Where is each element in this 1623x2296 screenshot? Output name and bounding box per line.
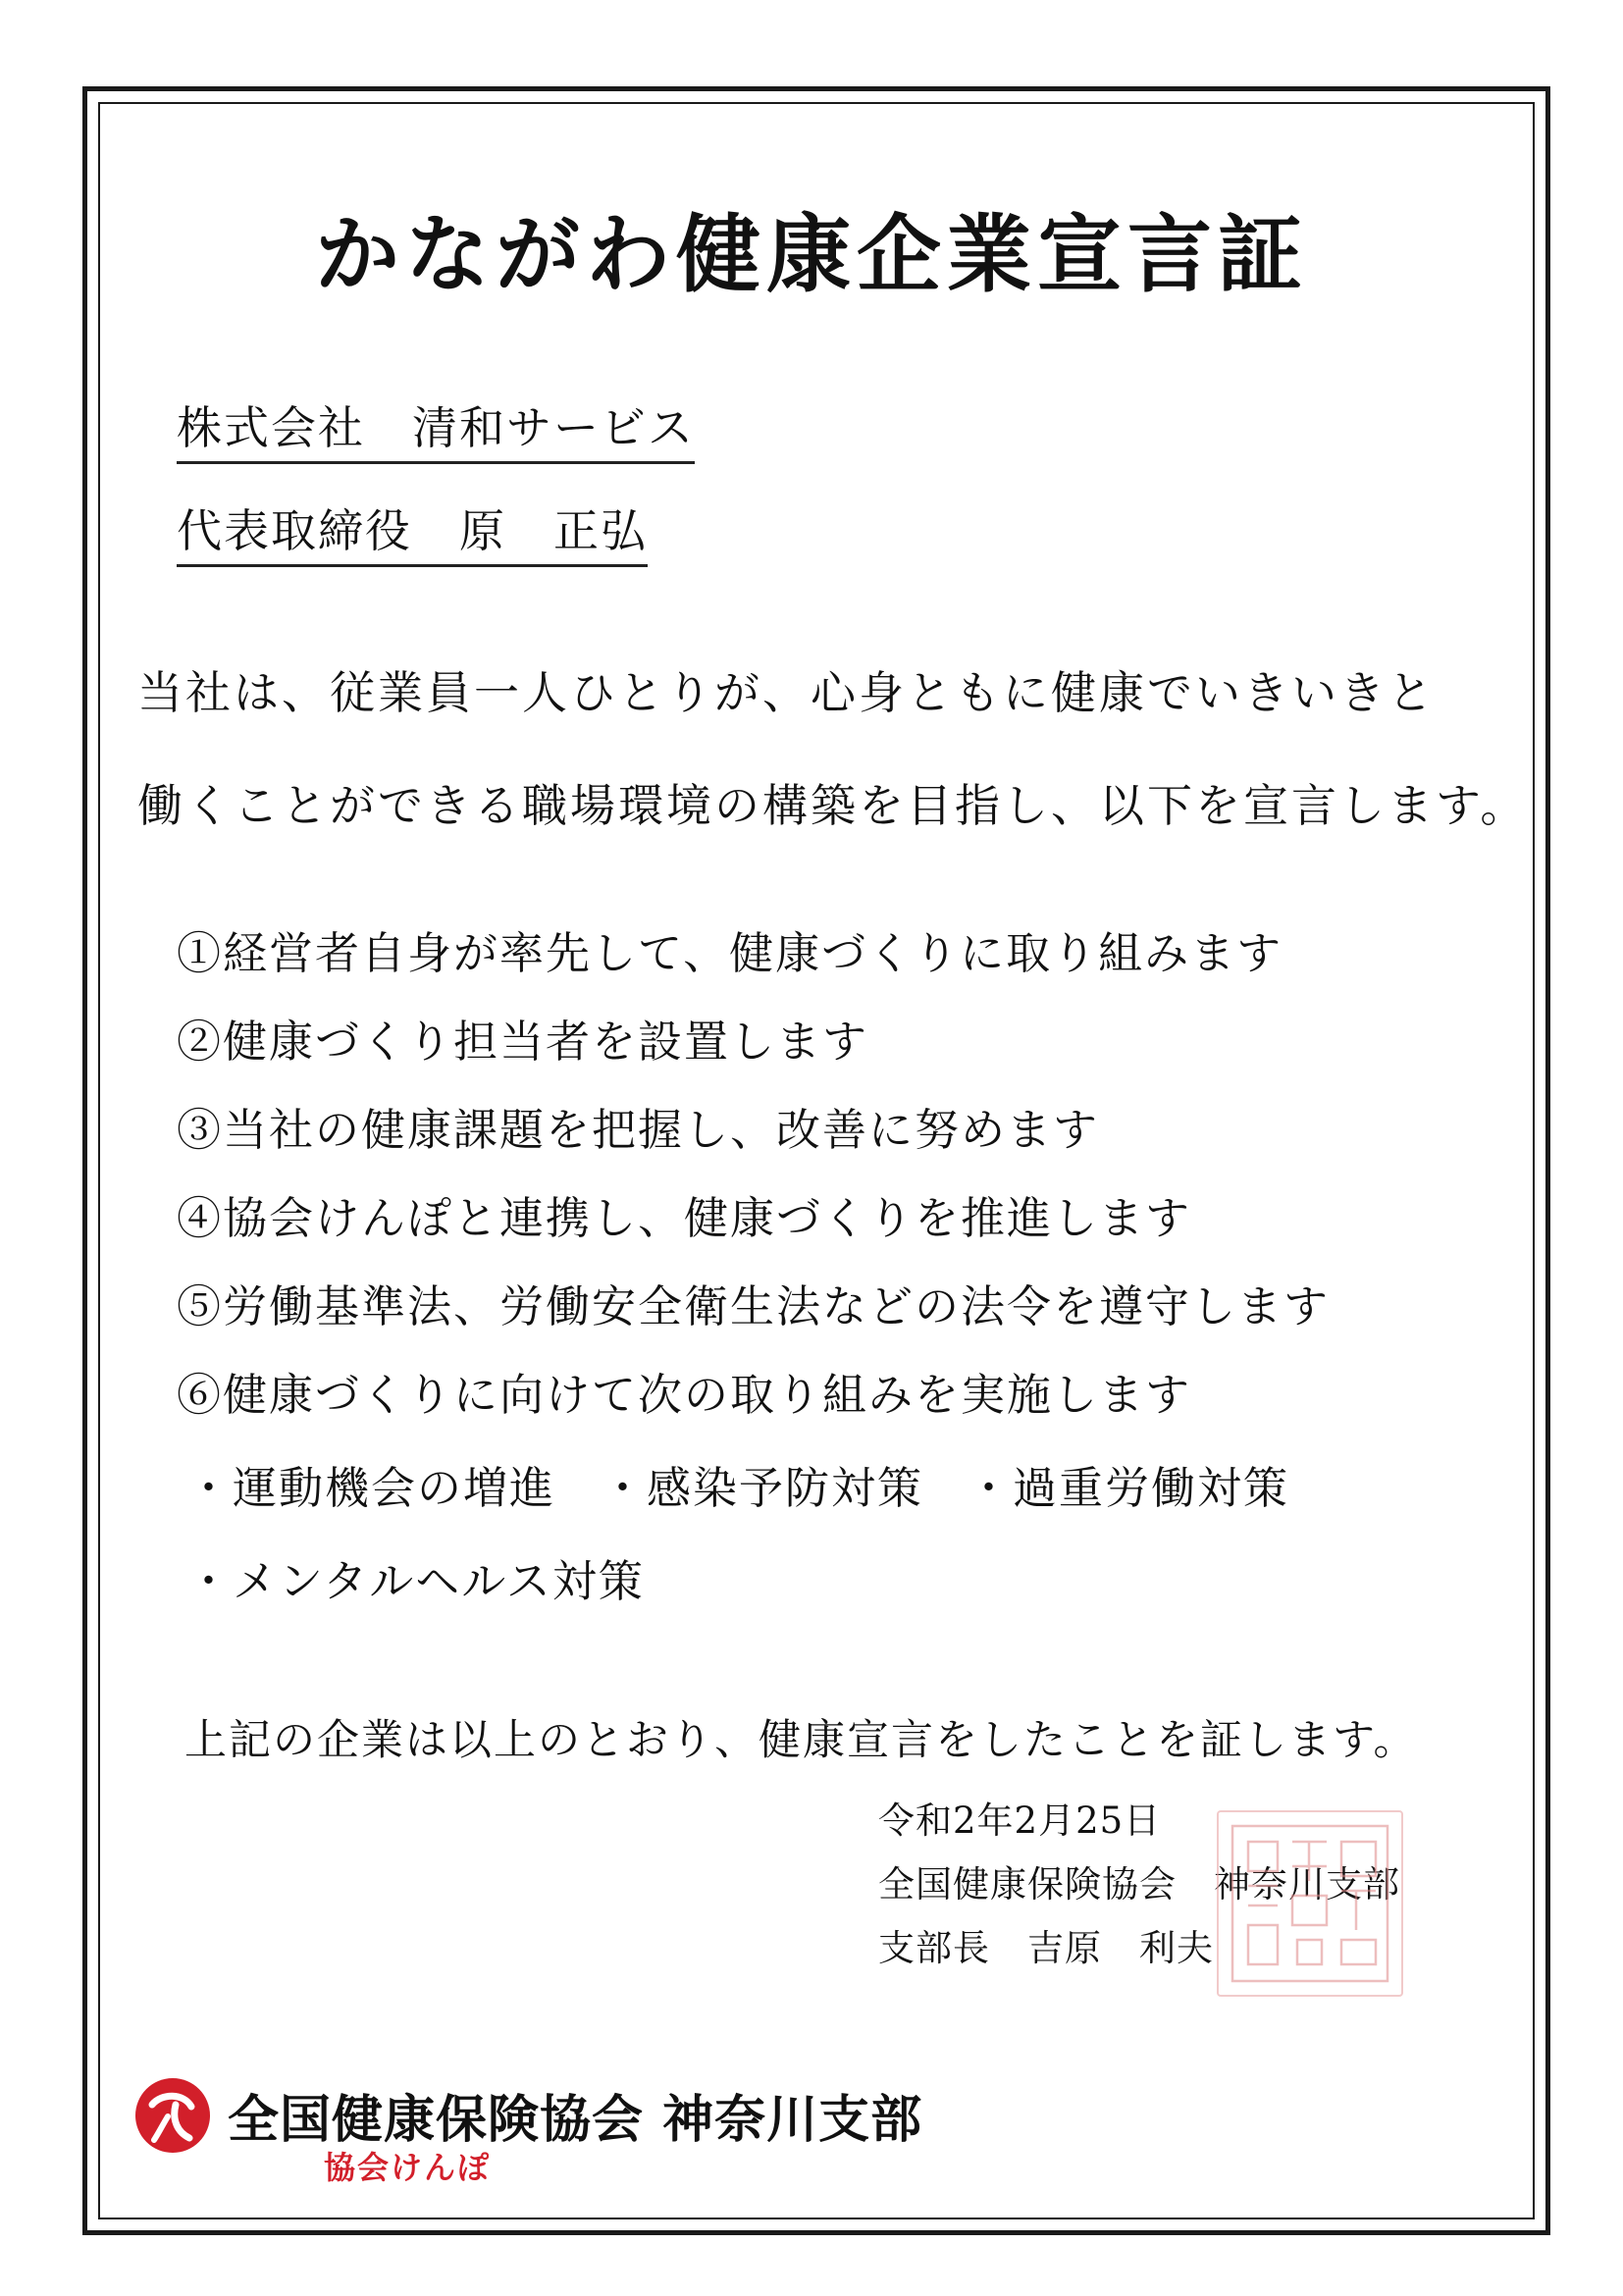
declaration-item-1: ①経営者自身が率先して、健康づくりに取り組みます bbox=[177, 927, 1283, 979]
official-seal-stamp bbox=[1217, 1810, 1403, 1997]
initiative-item: ・感染予防対策 bbox=[601, 1462, 924, 1514]
declaration-item-3: ③当社の健康課題を把握し、改善に努めます bbox=[177, 1104, 1100, 1156]
declaration-line-2: 働くことができる職場環境の構築を目指し、以下を宣言します。 bbox=[137, 779, 1529, 832]
company-name: 株式会社 清和サービス bbox=[177, 392, 695, 464]
declaration-item-2: ②健康づくり担当者を設置します bbox=[177, 1016, 869, 1068]
declaration-item-6: ⑥健康づくりに向けて次の取り組みを実施します bbox=[177, 1369, 1192, 1421]
issuing-organization: 全国健康保険協会 神奈川支部 bbox=[878, 1863, 1400, 1905]
declaration-item-4: ④協会けんぽと連携し、健康づくりを推進します bbox=[177, 1192, 1192, 1244]
footer-organization-name: 全国健康保険協会 神奈川支部 bbox=[228, 2091, 923, 2150]
issuing-official: 支部長 吉原 利夫 bbox=[878, 1927, 1214, 1969]
kyokai-kenpo-logo-icon bbox=[132, 2075, 213, 2156]
issue-date: 令和2年2月25日 bbox=[878, 1800, 1162, 1842]
declaration-line-1: 当社は、従業員一人ひとりが、心身ともに健康でいきいきと bbox=[137, 666, 1436, 719]
initiative-item: ・メンタルヘルス対策 bbox=[186, 1555, 645, 1607]
initiative-item: ・過重労働対策 bbox=[967, 1462, 1290, 1514]
closing-statement: 上記の企業は以上のとおり、健康宣言をしたことを証します。 bbox=[184, 1716, 1418, 1765]
representative-name: 代表取締役 原 正弘 bbox=[177, 496, 648, 567]
declaration-item-5: ⑤労働基準法、労働安全衛生法などの法令を遵守します bbox=[177, 1280, 1331, 1332]
initiative-item: ・運動機会の増進 bbox=[186, 1462, 556, 1514]
certificate-title: かながわ健康企業宣言証 bbox=[315, 205, 1308, 304]
footer-tagline: 協会けんぽ bbox=[324, 2149, 492, 2186]
